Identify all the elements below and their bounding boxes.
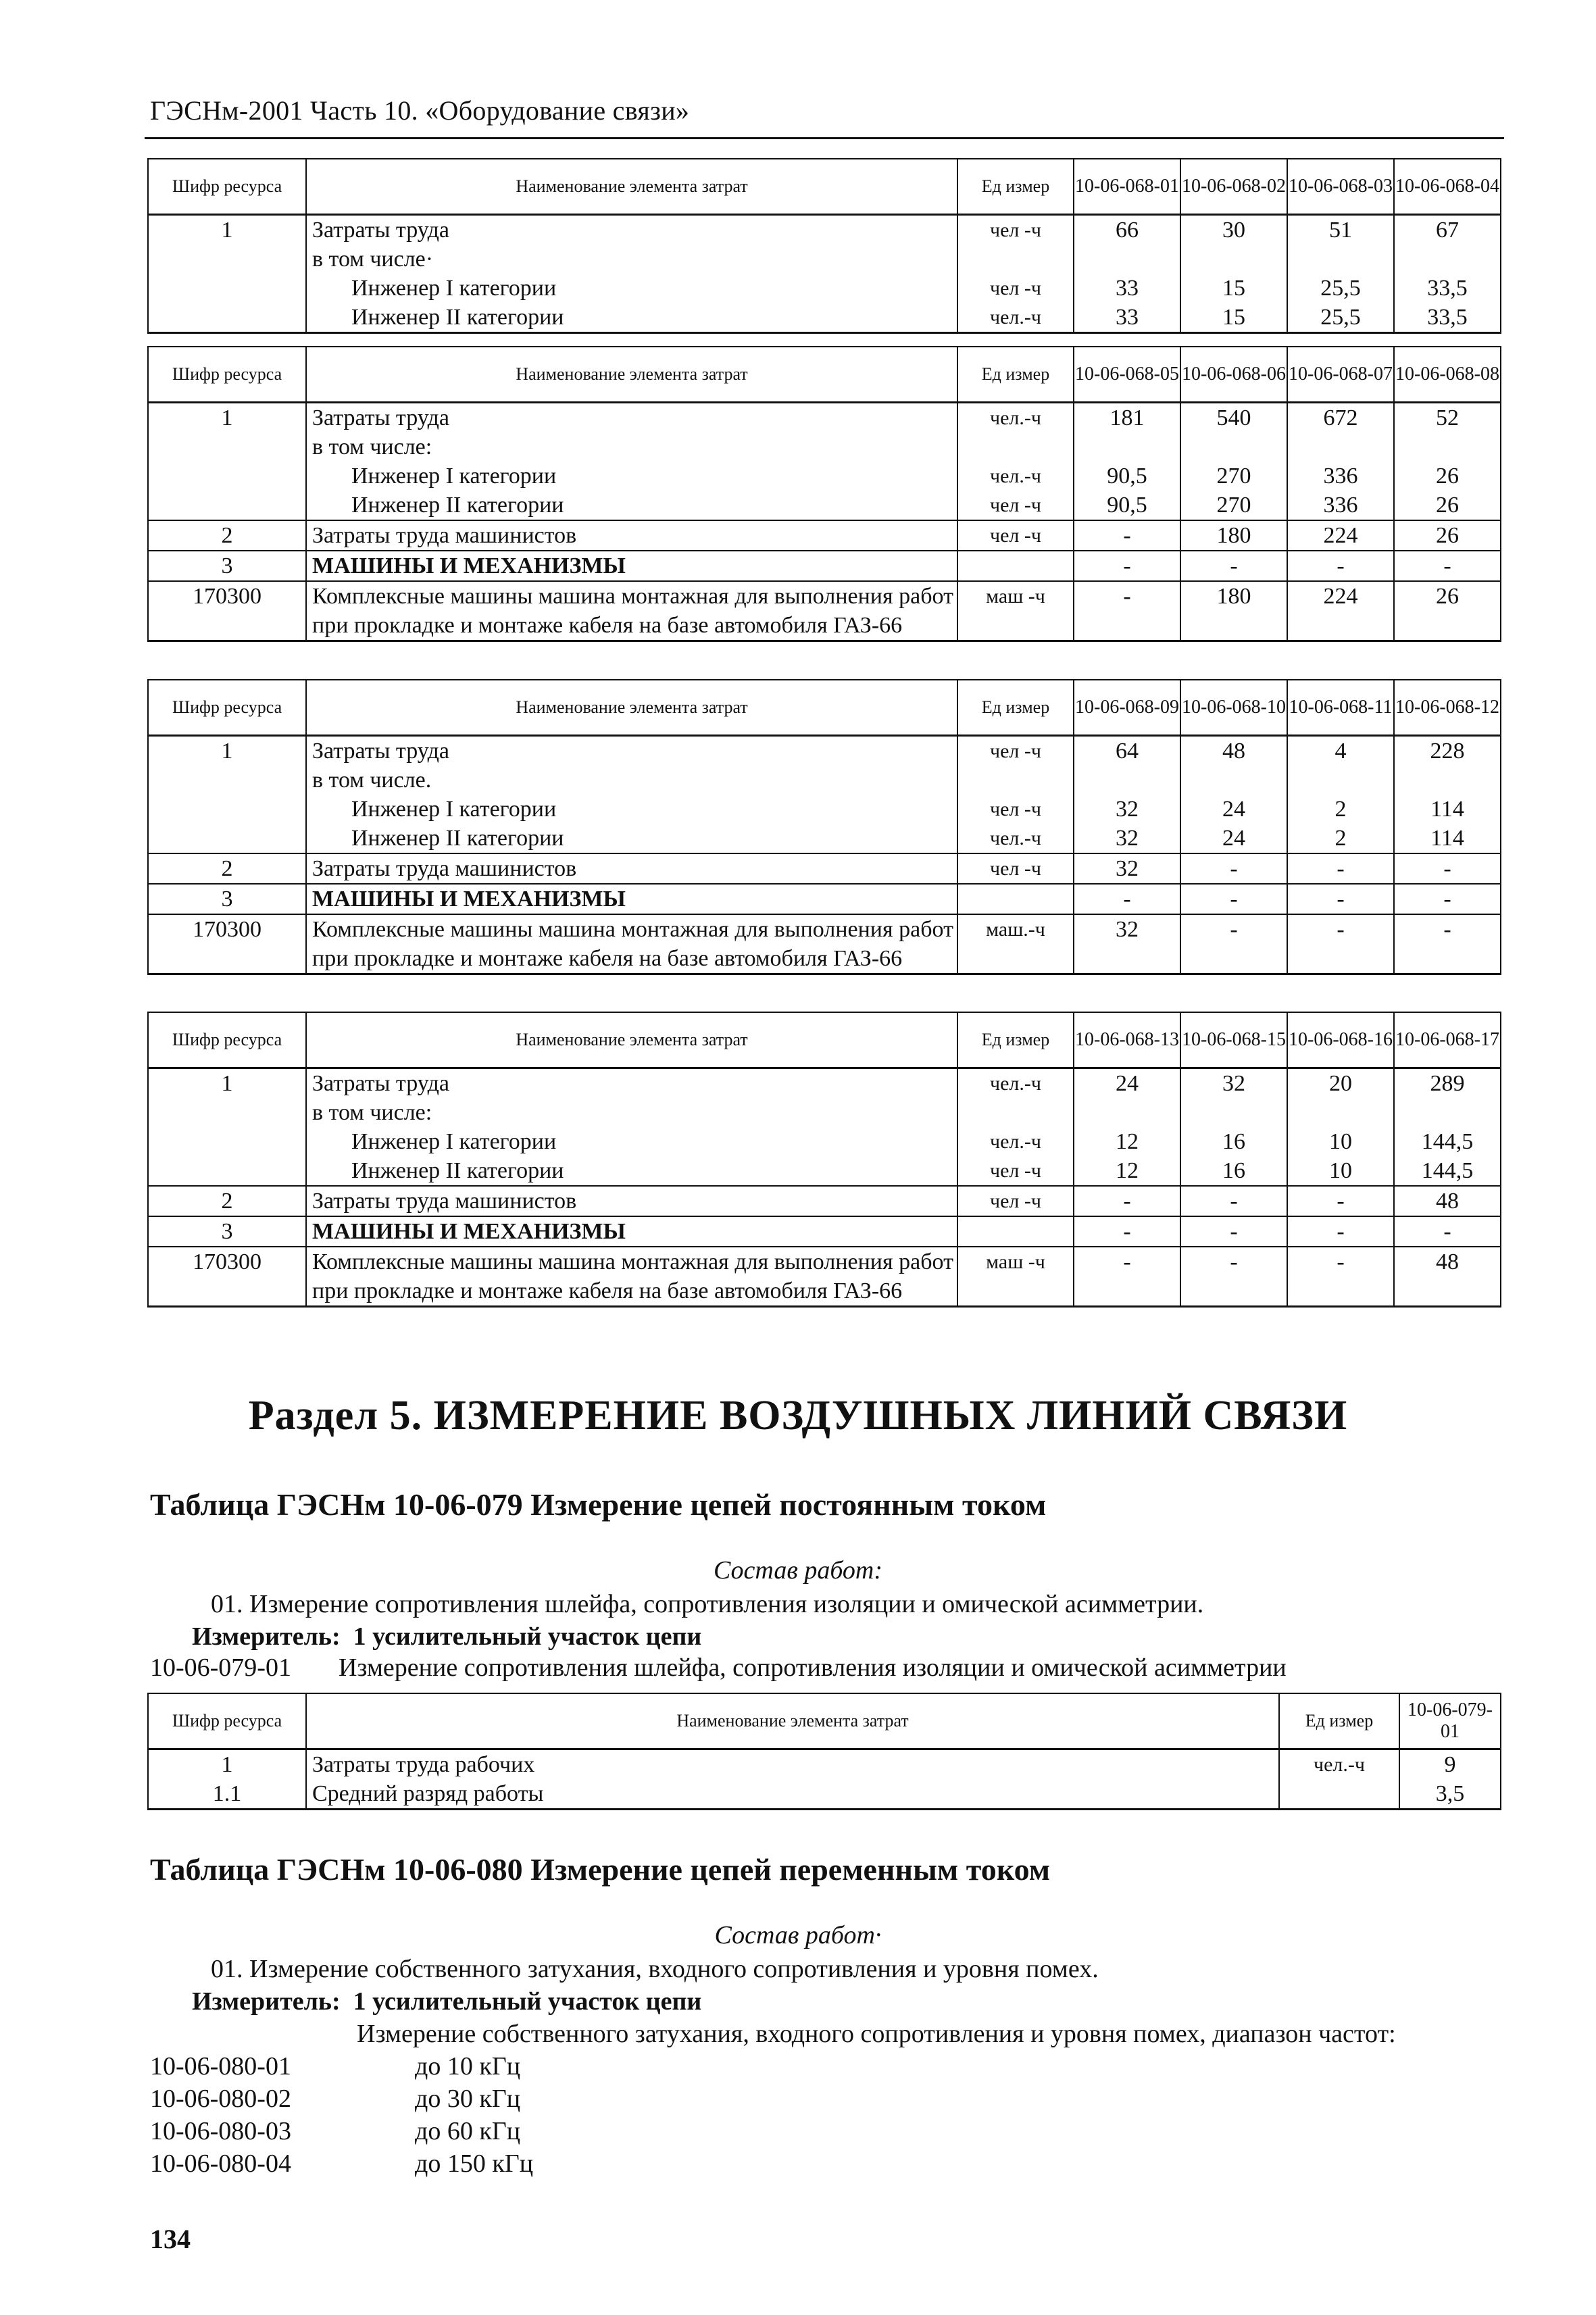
row-value: 228 [1394, 735, 1501, 766]
row-value: - [1074, 884, 1180, 914]
row-code: 1 [148, 1068, 306, 1098]
table-row [148, 274, 1501, 303]
item-text: Измерение сопротивления шлейфа, сопротивления изоляции и омической асимметрии [338, 1653, 1287, 1682]
row-code: 3 [148, 884, 306, 914]
row-value: 336 [1287, 462, 1394, 491]
table-row [148, 1127, 1501, 1156]
row-value: 289 [1394, 1068, 1501, 1098]
row-code [148, 795, 306, 824]
row-value: - [1287, 884, 1394, 914]
table-row [148, 824, 1501, 853]
row-value: 32 [1074, 853, 1180, 884]
row-name: в том числе. [306, 766, 957, 795]
resource-table-068-05-08 [147, 346, 1501, 642]
col-header-norm-code: 10-06-068-13 [1074, 1012, 1180, 1068]
table-080-title: Таблица ГЭСНм 10-06-080 Измерение цепей переменным током [150, 1852, 1051, 1887]
row-value: 32 [1074, 824, 1180, 853]
row-unit: маш.-ч [957, 914, 1074, 974]
col-header-code: Шифр ресурса [148, 1012, 306, 1068]
row-value: 25,5 [1287, 274, 1394, 303]
row-value: - [1074, 520, 1180, 551]
resource-table-068-13-17 [147, 1012, 1501, 1308]
row-unit: чел.-ч [957, 402, 1074, 432]
row-name: Инженер I категории [306, 795, 957, 824]
col-header-name: Наименование элемента затрат [306, 680, 957, 735]
row-value: 15 [1180, 303, 1287, 333]
row-value: 26 [1394, 462, 1501, 491]
row-name: в том числе: [306, 1098, 957, 1127]
row-name: Затраты труда машинистов [306, 520, 957, 551]
row-value [1394, 766, 1501, 795]
row-value: 52 [1394, 402, 1501, 432]
row-code: 3 [148, 551, 306, 581]
row-value: 144,5 [1394, 1156, 1501, 1186]
col-header-norm-code: 10-06-068-03 [1287, 159, 1394, 214]
row-value [1074, 766, 1180, 795]
row-code: 1 [148, 214, 306, 245]
row-value: - [1180, 853, 1287, 884]
row-code: 2 [148, 853, 306, 884]
row-unit: чел -ч [957, 491, 1074, 520]
row-value: 15 [1180, 274, 1287, 303]
row-name: Затраты труда [306, 402, 957, 432]
row-value: - [1394, 884, 1501, 914]
page-header: ГЭСНм-2001 Часть 10. «Оборудование связи» [150, 95, 690, 126]
row-unit: маш -ч [957, 1247, 1074, 1307]
row-unit: чел.-ч [957, 1068, 1074, 1098]
row-name: Инженер I категории [306, 274, 957, 303]
row-unit: чел.-ч [1279, 1749, 1399, 1779]
list-item [150, 2149, 533, 2179]
item-code: 10-06-080-04 [150, 2149, 291, 2178]
table-row [148, 491, 1501, 520]
table-079-item [150, 1653, 1287, 1683]
table-row [148, 214, 1501, 245]
table-080-sostav-label: Состав работ· [714, 1921, 882, 1949]
row-name: в том числе· [306, 245, 957, 274]
row-unit: чел -ч [957, 520, 1074, 551]
row-value: 33,5 [1394, 274, 1501, 303]
row-value: - [1180, 884, 1287, 914]
row-name: Затраты труда рабочих [306, 1749, 1279, 1779]
resource-table-068-01-04 [147, 158, 1501, 334]
col-header-unit: Ед измер [957, 159, 1074, 214]
row-code [148, 274, 306, 303]
row-value: - [1287, 551, 1394, 581]
table-row [148, 581, 1501, 641]
table-row [148, 1779, 1501, 1810]
row-code: 170300 [148, 581, 306, 641]
row-unit [957, 884, 1074, 914]
row-value: 12 [1074, 1127, 1180, 1156]
row-value: - [1394, 853, 1501, 884]
row-value [1287, 245, 1394, 274]
col-header-name: Наименование элемента затрат [306, 1693, 1279, 1749]
col-header-name: Наименование элемента затрат [306, 159, 957, 214]
row-name: Комплексные машины машина монтажная для выполнения работ при прокладке и монтаже кабеля на базе автомобиля ГАЗ-66 [306, 1247, 957, 1307]
table-row [148, 462, 1501, 491]
row-unit [957, 1098, 1074, 1127]
table-row [148, 402, 1501, 432]
row-value: 32 [1074, 795, 1180, 824]
list-item [150, 2051, 520, 2081]
row-value: 12 [1074, 1156, 1180, 1186]
row-name: МАШИНЫ И МЕХАНИЗМЫ [306, 551, 957, 581]
col-header-norm-code: 10-06-079-01 [1399, 1693, 1501, 1749]
item-text: до 150 кГц [415, 2149, 534, 2178]
col-header-norm-code: 10-06-068-07 [1287, 347, 1394, 402]
row-unit: чел.-ч [957, 303, 1074, 333]
row-value: 33 [1074, 303, 1180, 333]
row-unit: чел.-ч [957, 824, 1074, 853]
row-value: 24 [1074, 1068, 1180, 1098]
table-row [148, 1216, 1501, 1247]
row-value: - [1287, 1186, 1394, 1216]
table-row [148, 735, 1501, 766]
row-value: 64 [1074, 735, 1180, 766]
col-header-code: Шифр ресурса [148, 680, 306, 735]
row-value [1394, 432, 1501, 462]
row-value: - [1074, 551, 1180, 581]
row-unit: чел -ч [957, 795, 1074, 824]
row-value: 24 [1180, 795, 1287, 824]
resource-table-068-09-12 [147, 679, 1501, 975]
row-code: 1 [148, 402, 306, 432]
table-row [148, 1068, 1501, 1098]
table-row [148, 1186, 1501, 1216]
row-name: Средний разряд работы [306, 1779, 1279, 1810]
row-code: 170300 [148, 1247, 306, 1307]
col-header-code: Шифр ресурса [148, 159, 306, 214]
row-code: 1.1 [148, 1779, 306, 1810]
col-header-norm-code: 10-06-068-04 [1394, 159, 1501, 214]
row-unit: чел -ч [957, 1156, 1074, 1186]
row-name: Затраты труда машинистов [306, 853, 957, 884]
row-unit: чел.-ч [957, 1127, 1074, 1156]
table-row [148, 1156, 1501, 1186]
list-item [150, 2084, 520, 2114]
col-header-unit: Ед измер [957, 680, 1074, 735]
row-value [1180, 766, 1287, 795]
section-title: Раздел 5. ИЗМЕРЕНИЕ ВОЗДУШНЫХ ЛИНИЙ СВЯЗИ [248, 1393, 1348, 1439]
row-unit: чел -ч [957, 1186, 1074, 1216]
row-value [1180, 432, 1287, 462]
table-row [148, 914, 1501, 974]
row-unit: чел -ч [957, 735, 1074, 766]
row-value: 90,5 [1074, 462, 1180, 491]
row-value: - [1180, 1216, 1287, 1247]
row-value: - [1074, 1247, 1180, 1307]
item-code: 10-06-079-01 [150, 1653, 291, 1682]
row-value: 20 [1287, 1068, 1394, 1098]
item-text: до 10 кГц [415, 2052, 521, 2081]
table-row [148, 884, 1501, 914]
row-value: - [1180, 1186, 1287, 1216]
row-name: Инженер II категории [306, 303, 957, 333]
row-name: в том числе: [306, 432, 957, 462]
row-code: 1 [148, 735, 306, 766]
row-value: 144,5 [1394, 1127, 1501, 1156]
row-code [148, 432, 306, 462]
row-value: 26 [1394, 581, 1501, 641]
meter-label: Измеритель: [192, 1622, 341, 1651]
row-value: 48 [1394, 1247, 1501, 1307]
row-code [148, 766, 306, 795]
row-name: Инженер II категории [306, 1156, 957, 1186]
table-row [148, 303, 1501, 333]
table-080-intro: Измерение собственного затухания, входного сопротивления и уровня помех, диапазон частот: [357, 2020, 1396, 2048]
row-name: Инженер I категории [306, 1127, 957, 1156]
col-header-norm-code: 10-06-068-16 [1287, 1012, 1394, 1068]
row-value: 51 [1287, 214, 1394, 245]
col-header-unit: Ед измер [957, 1012, 1074, 1068]
col-header-code: Шифр ресурса [148, 1693, 306, 1749]
table-row [148, 551, 1501, 581]
table-row [148, 1098, 1501, 1127]
col-header-norm-code: 10-06-068-01 [1074, 159, 1180, 214]
row-value: 2 [1287, 824, 1394, 853]
row-name: Затраты труда [306, 735, 957, 766]
row-unit: чел.-ч [957, 462, 1074, 491]
item-text: до 60 кГц [415, 2117, 521, 2145]
row-value: - [1180, 1247, 1287, 1307]
row-value: - [1074, 1186, 1180, 1216]
row-value: 24 [1180, 824, 1287, 853]
row-code [148, 491, 306, 520]
row-name: МАШИНЫ И МЕХАНИЗМЫ [306, 884, 957, 914]
row-value: 33,5 [1394, 303, 1501, 333]
row-value: 10 [1287, 1156, 1394, 1186]
row-unit: маш -ч [957, 581, 1074, 641]
table-row [148, 795, 1501, 824]
row-value [1180, 245, 1287, 274]
col-header-norm-code: 10-06-068-09 [1074, 680, 1180, 735]
row-value: - [1287, 1216, 1394, 1247]
table-080-meter [192, 1987, 701, 2016]
row-value: 114 [1394, 795, 1501, 824]
row-value [1394, 245, 1501, 274]
row-value: 25,5 [1287, 303, 1394, 333]
meter-value: 1 усилительный участок цепи [353, 1987, 702, 2016]
row-code [148, 1127, 306, 1156]
table-row [148, 432, 1501, 462]
row-value [1180, 1098, 1287, 1127]
row-unit [1279, 1779, 1399, 1810]
table-row [148, 1247, 1501, 1307]
row-code [148, 1156, 306, 1186]
col-header-norm-code: 10-06-068-10 [1180, 680, 1287, 735]
table-row [148, 1749, 1501, 1779]
row-value: 181 [1074, 402, 1180, 432]
row-value: - [1180, 914, 1287, 974]
row-value: - [1287, 853, 1394, 884]
table-row [148, 853, 1501, 884]
row-value: - [1074, 1216, 1180, 1247]
row-value: 26 [1394, 520, 1501, 551]
row-code: 1 [148, 1749, 306, 1779]
row-value: 26 [1394, 491, 1501, 520]
row-name: Инженер II категории [306, 824, 957, 853]
table-row [148, 766, 1501, 795]
table-079-meter [192, 1622, 701, 1651]
col-header-name: Наименование элемента затрат [306, 1012, 957, 1068]
row-value: 66 [1074, 214, 1180, 245]
row-value: 10 [1287, 1127, 1394, 1156]
row-value: 48 [1180, 735, 1287, 766]
col-header-norm-code: 10-06-068-11 [1287, 680, 1394, 735]
row-value: - [1287, 914, 1394, 974]
row-value: 114 [1394, 824, 1501, 853]
row-unit: чел -ч [957, 853, 1074, 884]
row-value: 90,5 [1074, 491, 1180, 520]
col-header-norm-code: 10-06-068-08 [1394, 347, 1501, 402]
row-value: 9 [1399, 1749, 1501, 1779]
table-row [148, 520, 1501, 551]
item-text: до 30 кГц [415, 2085, 521, 2113]
col-header-unit: Ед измер [957, 347, 1074, 402]
row-unit [957, 432, 1074, 462]
row-value: - [1074, 581, 1180, 641]
row-value [1074, 1098, 1180, 1127]
table-079-work-item: 01. Измерение сопротивления шлейфа, сопротивления изоляции и омической асимметрии. [211, 1590, 1204, 1618]
col-header-norm-code: 10-06-068-05 [1074, 347, 1180, 402]
row-value: 3,5 [1399, 1779, 1501, 1810]
col-header-norm-code: 10-06-068-06 [1180, 347, 1287, 402]
row-value: 540 [1180, 402, 1287, 432]
col-header-code: Шифр ресурса [148, 347, 306, 402]
row-value: 2 [1287, 795, 1394, 824]
row-value: 270 [1180, 462, 1287, 491]
row-value: 672 [1287, 402, 1394, 432]
table-080-work-item: 01. Измерение собственного затухания, входного сопротивления и уровня помех. [211, 1955, 1099, 1983]
row-value: 48 [1394, 1186, 1501, 1216]
page-number: 134 [150, 2224, 191, 2254]
row-code [148, 245, 306, 274]
row-code [148, 1098, 306, 1127]
row-value: 336 [1287, 491, 1394, 520]
list-item [150, 2116, 520, 2146]
row-name: Комплексные машины машина монтажная для выполнения работ при прокладке и монтаже кабеля на базе автомобиля ГАЗ-66 [306, 581, 957, 641]
row-unit [957, 551, 1074, 581]
row-value: - [1287, 1247, 1394, 1307]
row-value: 16 [1180, 1156, 1287, 1186]
row-value [1394, 1098, 1501, 1127]
col-header-name: Наименование элемента затрат [306, 347, 957, 402]
row-code [148, 462, 306, 491]
row-name: Затраты труда [306, 1068, 957, 1098]
row-value [1287, 1098, 1394, 1127]
row-value [1074, 432, 1180, 462]
row-value [1074, 245, 1180, 274]
table-row [148, 245, 1501, 274]
row-unit: чел -ч [957, 274, 1074, 303]
row-unit [957, 766, 1074, 795]
row-value: 4 [1287, 735, 1394, 766]
row-code: 3 [148, 1216, 306, 1247]
row-name: Затраты труда машинистов [306, 1186, 957, 1216]
col-header-norm-code: 10-06-068-15 [1180, 1012, 1287, 1068]
row-value: 180 [1180, 520, 1287, 551]
row-value: 270 [1180, 491, 1287, 520]
meter-value: 1 усилительный участок цепи [353, 1622, 702, 1651]
row-name: МАШИНЫ И МЕХАНИЗМЫ [306, 1216, 957, 1247]
table-079-title: Таблица ГЭСНм 10-06-079 Измерение цепей постоянным током [150, 1487, 1047, 1522]
row-name: Комплексные машины машина монтажная для выполнения работ при прокладке и монтаже кабеля на базе автомобиля ГАЗ-66 [306, 914, 957, 974]
row-name: Инженер II категории [306, 491, 957, 520]
col-header-norm-code: 10-06-068-12 [1394, 680, 1501, 735]
row-value: - [1394, 1216, 1501, 1247]
item-code: 10-06-080-02 [150, 2085, 291, 2113]
row-value: - [1394, 914, 1501, 974]
row-code: 2 [148, 1186, 306, 1216]
row-value: 30 [1180, 214, 1287, 245]
col-header-unit: Ед измер [1279, 1693, 1399, 1749]
row-value [1287, 432, 1394, 462]
item-code: 10-06-080-01 [150, 2052, 291, 2081]
row-value: 224 [1287, 581, 1394, 641]
row-name: Затраты труда [306, 214, 957, 245]
table-079-sostav-label: Состав работ: [713, 1556, 883, 1585]
meter-label: Измеритель: [192, 1987, 341, 2016]
row-value: 32 [1180, 1068, 1287, 1098]
row-name: Инженер I категории [306, 462, 957, 491]
row-code [148, 303, 306, 333]
row-value: - [1394, 551, 1501, 581]
row-unit: чел -ч [957, 214, 1074, 245]
row-value: 67 [1394, 214, 1501, 245]
row-value: 33 [1074, 274, 1180, 303]
row-code [148, 824, 306, 853]
row-unit [957, 1216, 1074, 1247]
row-code: 170300 [148, 914, 306, 974]
header-rule [145, 137, 1504, 139]
row-value: 32 [1074, 914, 1180, 974]
resource-table-079 [147, 1693, 1501, 1810]
row-code: 2 [148, 520, 306, 551]
row-unit [957, 245, 1074, 274]
row-value: - [1180, 551, 1287, 581]
row-value: 224 [1287, 520, 1394, 551]
row-value: 16 [1180, 1127, 1287, 1156]
row-value [1287, 766, 1394, 795]
col-header-norm-code: 10-06-068-02 [1180, 159, 1287, 214]
col-header-norm-code: 10-06-068-17 [1394, 1012, 1501, 1068]
item-code: 10-06-080-03 [150, 2117, 291, 2145]
row-value: 180 [1180, 581, 1287, 641]
